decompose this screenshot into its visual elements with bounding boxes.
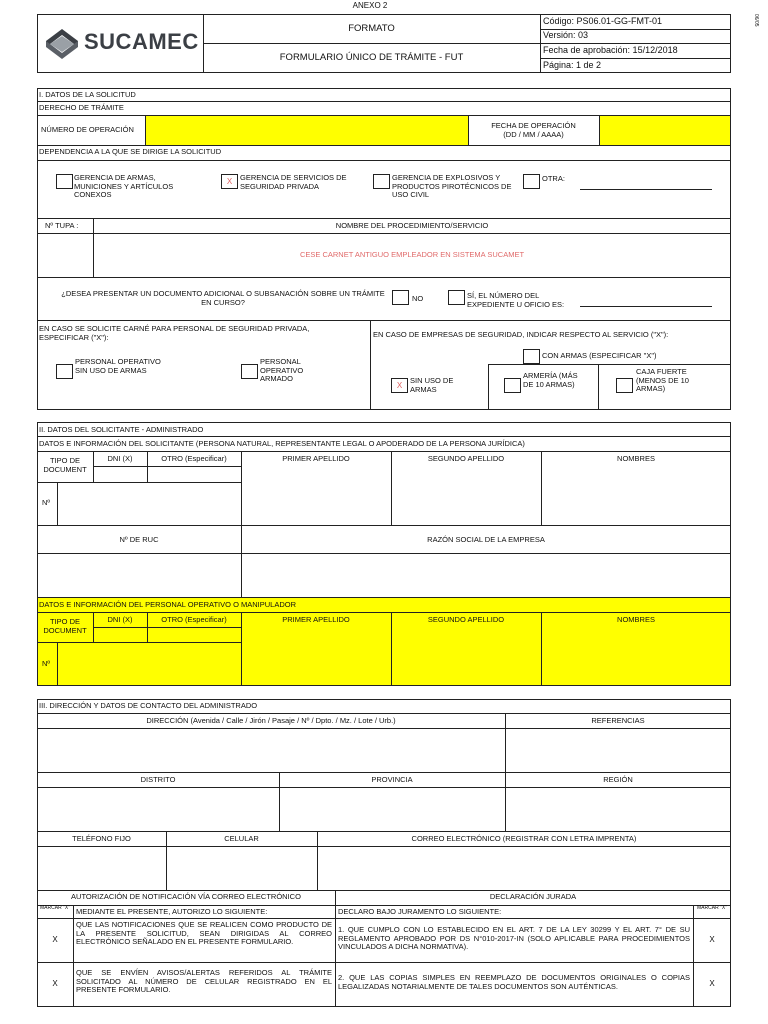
declaro-label: DECLARO BAJO JURAMENTO LO SIGUIENTE: — [338, 907, 502, 916]
caja-fuerte-label: CAJA FUERTE (MENOS DE 10 ARMAS) — [636, 367, 689, 394]
dep-armas-checkbox[interactable] — [56, 174, 73, 189]
auth2-mark[interactable]: X — [52, 979, 58, 988]
si-checkbox[interactable] — [448, 290, 465, 305]
num-label: Nº — [42, 498, 51, 507]
num-operacion-label: NÚMERO DE OPERACIÓN — [41, 125, 134, 134]
dep-otra-line[interactable] — [580, 189, 712, 190]
annex-label: ANEXO 2 — [352, 1, 388, 10]
primer-apellido-header: PRIMER APELLIDO — [282, 454, 350, 463]
caja-fuerte-checkbox[interactable] — [616, 378, 633, 393]
logo-text: SUCAMEC — [84, 29, 199, 54]
region-header: REGIÓN — [603, 775, 633, 784]
doc-version: Versión: 03 — [543, 30, 589, 40]
con-armas-checkbox[interactable] — [523, 349, 540, 364]
auth1-mark[interactable]: X — [52, 935, 58, 944]
dep-explosivos-checkbox[interactable] — [373, 174, 390, 189]
correo-header: CORREO ELECTRÓNICO (REGISTRAR CON LETRA IMPRENTA) — [411, 834, 637, 843]
dependencia-label: DEPENDENCIA A LA QUE SE DIRIGE LA SOLICITUD — [39, 147, 222, 156]
razon-social-header: RAZÓN SOCIAL DE LA EMPRESA — [427, 535, 545, 544]
provincia-header: PROVINCIA — [371, 775, 413, 784]
ruc-header: Nº DE RUC — [119, 535, 159, 544]
sin-armas-personal-label: PERSONAL OPERATIVO SIN USO DE ARMAS — [75, 357, 161, 375]
decl1-text: 1. QUE CUMPLO CON LO ESTABLECIDO EN EL ART. 7 DE LA LEY 30299 Y EL ART. 7° DE SU REGLAMENTO APROBADO POR DS N°010-2017-IN (SOLO APLICABLE PARA PROCEDIMIENTOS VINCULADOS A DICHA NORMATIVA). — [338, 925, 690, 952]
marcar-label-left: MARCAR "X" — [40, 905, 70, 911]
distrito-header: DISTRITO — [140, 775, 176, 784]
expediente-line[interactable] — [580, 306, 712, 307]
celular-header: CELULAR — [224, 834, 259, 843]
telefono-header: TELÉFONO FIJO — [72, 834, 131, 843]
carne-question: EN CASO SE SOLICITE CARNÉ PARA PERSONAL DE SEGURIDAD PRIVADA, ESPECIFICAR ("X"): — [39, 324, 310, 342]
decl2-text: 2. QUE LAS COPIAS SIMPLES EN REEMPLAZO DE DOCUMENTOS ORIGINALES O COPIAS LEGALIZADAS NOTARIALMENTE DE TALES DOCUMENTOS SON AUTÉNTICAS. — [338, 973, 690, 991]
segundo-apellido-header-2: SEGUNDO APELLIDO — [427, 615, 505, 624]
tipo-doc-header-2: TIPO DE DOCUMENT — [43, 617, 87, 635]
si-expediente-label: SÍ, EL NÚMERO DEL EXPEDIENTE U OFICIO ES: — [467, 291, 565, 309]
armado-personal-checkbox[interactable] — [241, 364, 258, 379]
format-label: FORMATO — [348, 23, 395, 34]
procedimiento-header: NOMBRE DEL PROCEDIMIENTO/SERVICIO — [335, 221, 489, 230]
nombres-header: NOMBRES — [617, 454, 655, 463]
referencias-header: REFERENCIAS — [591, 716, 645, 725]
personal-title: DATOS E INFORMACIÓN DEL PERSONAL OPERATIVO O MANIPULADOR — [39, 600, 296, 609]
dni-header: DNI (X) — [107, 454, 133, 463]
num-label-2: Nº — [42, 659, 51, 668]
section-1-title: I. DATOS DE LA SOLICITUD — [39, 90, 136, 99]
procedimiento-value[interactable]: CESE CARNET ANTIGUO EMPLEADOR EN SISTEMA SUCAMET — [299, 250, 525, 259]
doc-code: Código: PS06.01-GG-FMT-01 — [543, 16, 663, 26]
declaracion-header: DECLARACIÓN JURADA — [489, 892, 577, 901]
fecha-operacion-format: (DD / MM / AAAA) — [503, 130, 564, 139]
autorizacion-header: AUTORIZACIÓN DE NOTIFICACIÓN VÍA CORREO ELECTRÓNICO — [71, 892, 301, 901]
q-documento-adicional: ¿DESEA PRESENTAR UN DOCUMENTO ADICIONAL O SUBSANACIÓN SOBRE UN TRÁMITE EN CURSO? — [61, 289, 385, 307]
sucamec-logo — [44, 26, 80, 62]
fecha-operacion-label: FECHA DE OPERACIÓN — [491, 121, 576, 130]
nombres-header-2: NOMBRES — [617, 615, 655, 624]
direccion-header: DIRECCIÓN (Avenida / Calle / Jirón / Pasaje / Nº / Dpto. / Mz. / Lote / Urb.) — [146, 716, 396, 725]
num-operacion-field[interactable] — [146, 116, 468, 145]
otro-header: OTRO (Especificar) — [161, 454, 227, 463]
auth1-text: QUE LAS NOTIFICACIONES QUE SE REALICEN COMO PRODUCTO DE LA PRESENTE SOLICITUD, SEAN DIRIGIDAS AL CORREO ELECTRÓNICO SEÑALADO EN EL PRESENTE FORMULARIO. — [76, 920, 332, 947]
con-armas-label: CON ARMAS (ESPECIFICAR "X") — [542, 351, 657, 360]
page-number: Página: 1 de 2 — [543, 60, 602, 70]
side-note: 06/05 — [752, 14, 759, 27]
armeria-label: ARMERÍA (MÁS DE 10 ARMAS) — [523, 371, 578, 389]
tipo-doc-header: TIPO DE DOCUMENT — [43, 456, 87, 474]
armado-personal-label: PERSONAL OPERATIVO ARMADO — [260, 357, 304, 384]
form-title: FORMULARIO ÚNICO DE TRÁMITE - FUT — [279, 52, 464, 63]
dep-seguridad-checkbox[interactable]: X — [221, 174, 238, 189]
approval-date: Fecha de aprobación: 15/12/2018 — [543, 45, 678, 55]
section-3-title: III. DIRECCIÓN Y DATOS DE CONTACTO DEL ADMINISTRADO — [39, 701, 258, 710]
dep-seguridad-label: GERENCIA DE SERVICIOS DE SEGURIDAD PRIVADA — [240, 173, 347, 191]
dni-header-2: DNI (X) — [107, 615, 133, 624]
segundo-apellido-header: SEGUNDO APELLIDO — [427, 454, 505, 463]
sin-armas-personal-checkbox[interactable] — [56, 364, 73, 379]
decl2-mark[interactable]: X — [709, 979, 715, 988]
armeria-checkbox[interactable] — [504, 378, 521, 393]
marcar-label-right: MARCAR "X" — [697, 905, 727, 911]
section-2-subtitle: DATOS E INFORMACIÓN DEL SOLICITANTE (PERSONA NATURAL, REPRESENTANTE LEGAL O APODERADO DE LA PERSONA JURÍDICA) — [39, 439, 525, 448]
empresa-question: EN CASO DE EMPRESAS DE SEGURIDAD, INDICAR RESPECTO AL SERVICIO ("X"): — [373, 330, 669, 339]
sin-uso-armas-checkbox[interactable]: X — [391, 378, 408, 393]
section-3-box — [37, 699, 731, 1007]
dep-otra-checkbox[interactable] — [523, 174, 540, 189]
auth2-text: QUE SE ENVÍEN AVISOS/ALERTAS REFERIDOS AL TRÁMITE SOLICITADO AL NÚMERO DE CELULAR REGISTRADO EN EL PRESENTE FORMULARIO. — [76, 968, 332, 995]
otro-header-2: OTRO (Especificar) — [161, 615, 227, 624]
dep-otra-label: OTRA: — [542, 174, 565, 183]
tupa-label: Nº TUPA : — [45, 221, 79, 230]
mediante-label: MEDIANTE EL PRESENTE, AUTORIZO LO SIGUIENTE: — [76, 907, 268, 916]
primer-apellido-header-2: PRIMER APELLIDO — [282, 615, 350, 624]
sin-uso-armas-label: SIN USO DE ARMAS — [410, 376, 454, 394]
fecha-operacion-field[interactable] — [600, 116, 730, 145]
no-label: NO — [412, 294, 424, 303]
no-checkbox[interactable] — [392, 290, 409, 305]
dep-armas-label: GERENCIA DE ARMAS, MUNICIONES Y ARTÍCULOS CONEXOS — [74, 173, 174, 200]
section-2-title: II. DATOS DEL SOLICITANTE - ADMINISTRADO — [39, 425, 204, 434]
decl1-mark[interactable]: X — [709, 935, 715, 944]
dep-explosivos-label: GERENCIA DE EXPLOSIVOS Y PRODUCTOS PIROTÉCNICOS DE USO CIVIL — [392, 173, 512, 200]
derecho-label: DERECHO DE TRÁMITE — [39, 103, 124, 112]
